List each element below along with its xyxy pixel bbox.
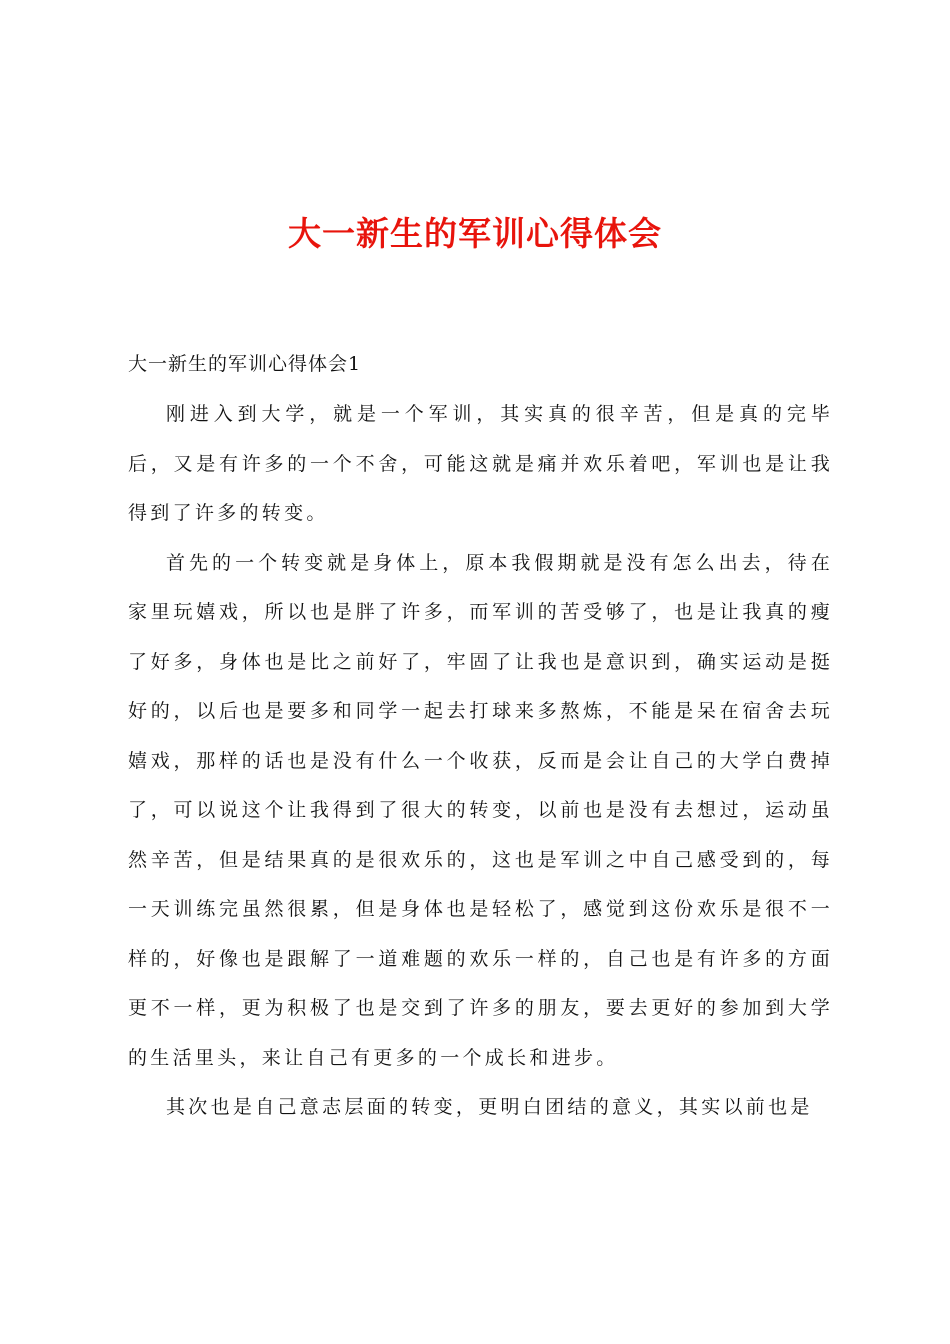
paragraph-2: 首先的一个转变就是身体上，原本我假期就是没有怎么出去，待在家里玩嬉戏，所以也是胖了许多，而军训的苦受够了，也是让我真的瘦了好多，身体也是比之前好了，牢固了让我也是意识到，确实运动是挺好的，以后也是要多和同学一起去打球来多熬炼，不能是呆在宿舍去玩嬉戏，那样的话也是没有什么一个收获，反而是会让自己的大学白费掉了，可以说这个让我得到了很大的转变，以前也是没有去想过，运动虽然辛苦，但是结果真的是很欢乐的，这也是军训之中自己感受到的，每一天训练完虽然很累，但是身体也是轻松了，感觉到这份欢乐是很不一样的，好像也是跟解了一道难题的欢乐一样的，自己也是有许多的方面更不一样，更为积极了也是交到了许多的朋友，要去更好的参加到大学的生活里头，来让自己有更多的一个成长和进步。 bbox=[128, 551, 833, 1069]
paragraph-1: 刚进入到大学，就是一个军训，其实真的很辛苦，但是真的完毕后，又是有许多的一个不舍，可能这就是痛并欢乐着吧，军训也是让我得到了许多的转变。 bbox=[128, 403, 833, 524]
document-title: 大一新生的军训心得体会 bbox=[288, 214, 662, 253]
paragraph-3: 其次也是自己意志层面的转变，更明白团结的意义，其实以前也是 bbox=[166, 1096, 813, 1118]
section-heading: 大一新生的军训心得体会1 bbox=[128, 353, 362, 375]
document-body bbox=[128, 344, 833, 1133]
